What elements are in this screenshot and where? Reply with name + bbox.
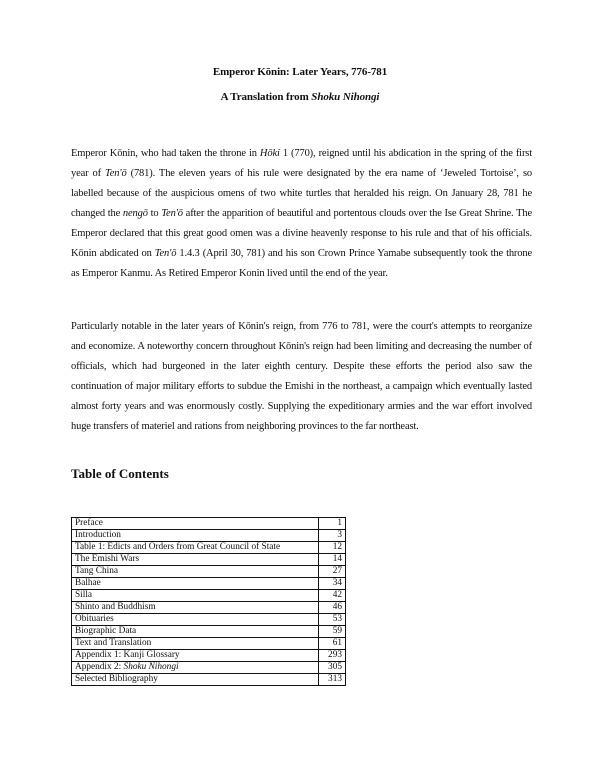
toc-entry-page: 1 [319, 518, 346, 530]
toc-row [72, 578, 346, 590]
document-subtitle [0, 91, 600, 103]
p1-text-4: to [147, 208, 162, 219]
toc-entry-page: 53 [319, 614, 346, 626]
intro-paragraph-2: Particularly notable in the later years of Kōnin's reign, from 776 to 781, were the court's attempts to reorganize and economize. A noteworthy concern throughout Kōnin's reign had been limiting and decreasing the number of officials, which had burgeoned in the later eighth century. Despite these efforts the period also saw the continuation of major military efforts to subdue the Emishi in the northeast, a campaign which eventually lasted almost forty years and was enormously costly. Supplying the expeditionary armies and the war effort involved huge transfers of materiel and rations from neighboring provinces to the far northeast. [71, 321, 532, 432]
toc-row [72, 590, 346, 602]
p1-teno-2: Ten'ō [161, 208, 183, 219]
toc-entry-title: Shinto and Buddhism [72, 602, 319, 614]
document-title: Emperor Kōnin: Later Years, 776-781 [212, 66, 388, 78]
p1-teno-1: Ten'ō [105, 168, 127, 179]
toc-entry-page: 34 [319, 578, 346, 590]
toc-entry-title: Text and Translation [72, 638, 319, 650]
toc-entry-title: Preface [72, 518, 319, 530]
toc-row [72, 530, 346, 542]
toc-entry-page: 14 [319, 554, 346, 566]
p1-teno-3: Ten'ō [154, 248, 177, 259]
toc-entry-page: 61 [319, 638, 346, 650]
toc-row [72, 554, 346, 566]
toc-entry-page: 27 [319, 566, 346, 578]
toc-entry-page: 313 [319, 674, 346, 686]
toc-row [72, 602, 346, 614]
subtitle-italic: Shoku Nihongi [311, 91, 380, 103]
toc-row [72, 542, 346, 554]
p1-text-3: (781). The eleven years of his rule were designated by the era name of ‘Jeweled Tortoise’, so labelled because of the auspicious omens of two white turtles that heralded his reign. On January 28, 781 he changed the [71, 168, 532, 219]
toc-entry-page: 293 [319, 650, 346, 662]
toc-entry-title-text: Appendix 2: [75, 662, 124, 672]
p1-text-2: 1 (770), reigned until his abdication in the spring of the first year of [71, 148, 532, 179]
toc-entry-page: 46 [319, 602, 346, 614]
toc-entry-title: Obituaries [72, 614, 319, 626]
toc-row [72, 662, 346, 674]
toc-entry-title-italic: Shoku Nihongi [123, 662, 179, 672]
toc-table [71, 517, 346, 686]
toc-entry-title: Introduction [72, 530, 319, 542]
toc-entry-title: Table 1: Edicts and Orders from Great Council of State [72, 542, 319, 554]
toc-row [72, 614, 346, 626]
toc-entry-page: 305 [319, 662, 346, 674]
p1-text-6: 1.4.3 (April 30, 781) and his son Crown Prince Yamabe subsequently took the throne as Emperor Kanmu. As Retired Emperor Konin lived until the end of the year. [71, 248, 532, 279]
toc-entry-title: Balhae [72, 578, 319, 590]
p1-text-1: Emperor Kōnin, who had taken the throne in [71, 148, 260, 159]
toc-row [72, 518, 346, 530]
toc-row [72, 626, 346, 638]
toc-entry-page: 3 [319, 530, 346, 542]
toc-row [72, 566, 346, 578]
toc-entry-page: 42 [319, 590, 346, 602]
toc-entry-page: 59 [319, 626, 346, 638]
toc-entry-title: The Emishi Wars [72, 554, 319, 566]
toc-heading: Table of Contents [71, 466, 169, 481]
p1-hoki: Hōki [259, 148, 280, 159]
toc-row [72, 638, 346, 650]
p1-text-5: after the apparition of beautiful and portentous clouds over the Ise Great Shrine. The Emperor declared that this great good omen was a divine heavenly response to his rule and that of his officials. Kōnin abdicated on [71, 208, 532, 259]
toc-entry-title: Tang China [72, 566, 319, 578]
toc-row [72, 674, 346, 686]
intro-paragraph-1 [71, 144, 532, 284]
subtitle-prefix: A Translation from [220, 91, 312, 103]
toc-entry-title: Biographic Data [72, 626, 319, 638]
toc-entry-title: Silla [72, 590, 319, 602]
toc-entry-title: Appendix 1: Kanji Glossary [72, 650, 319, 662]
toc-entry-title: Selected Bibliography [72, 674, 319, 686]
p1-nengo: nengō [122, 208, 148, 219]
toc-entry-title [72, 662, 319, 674]
toc-entry-page: 12 [319, 542, 346, 554]
toc-row [72, 650, 346, 662]
